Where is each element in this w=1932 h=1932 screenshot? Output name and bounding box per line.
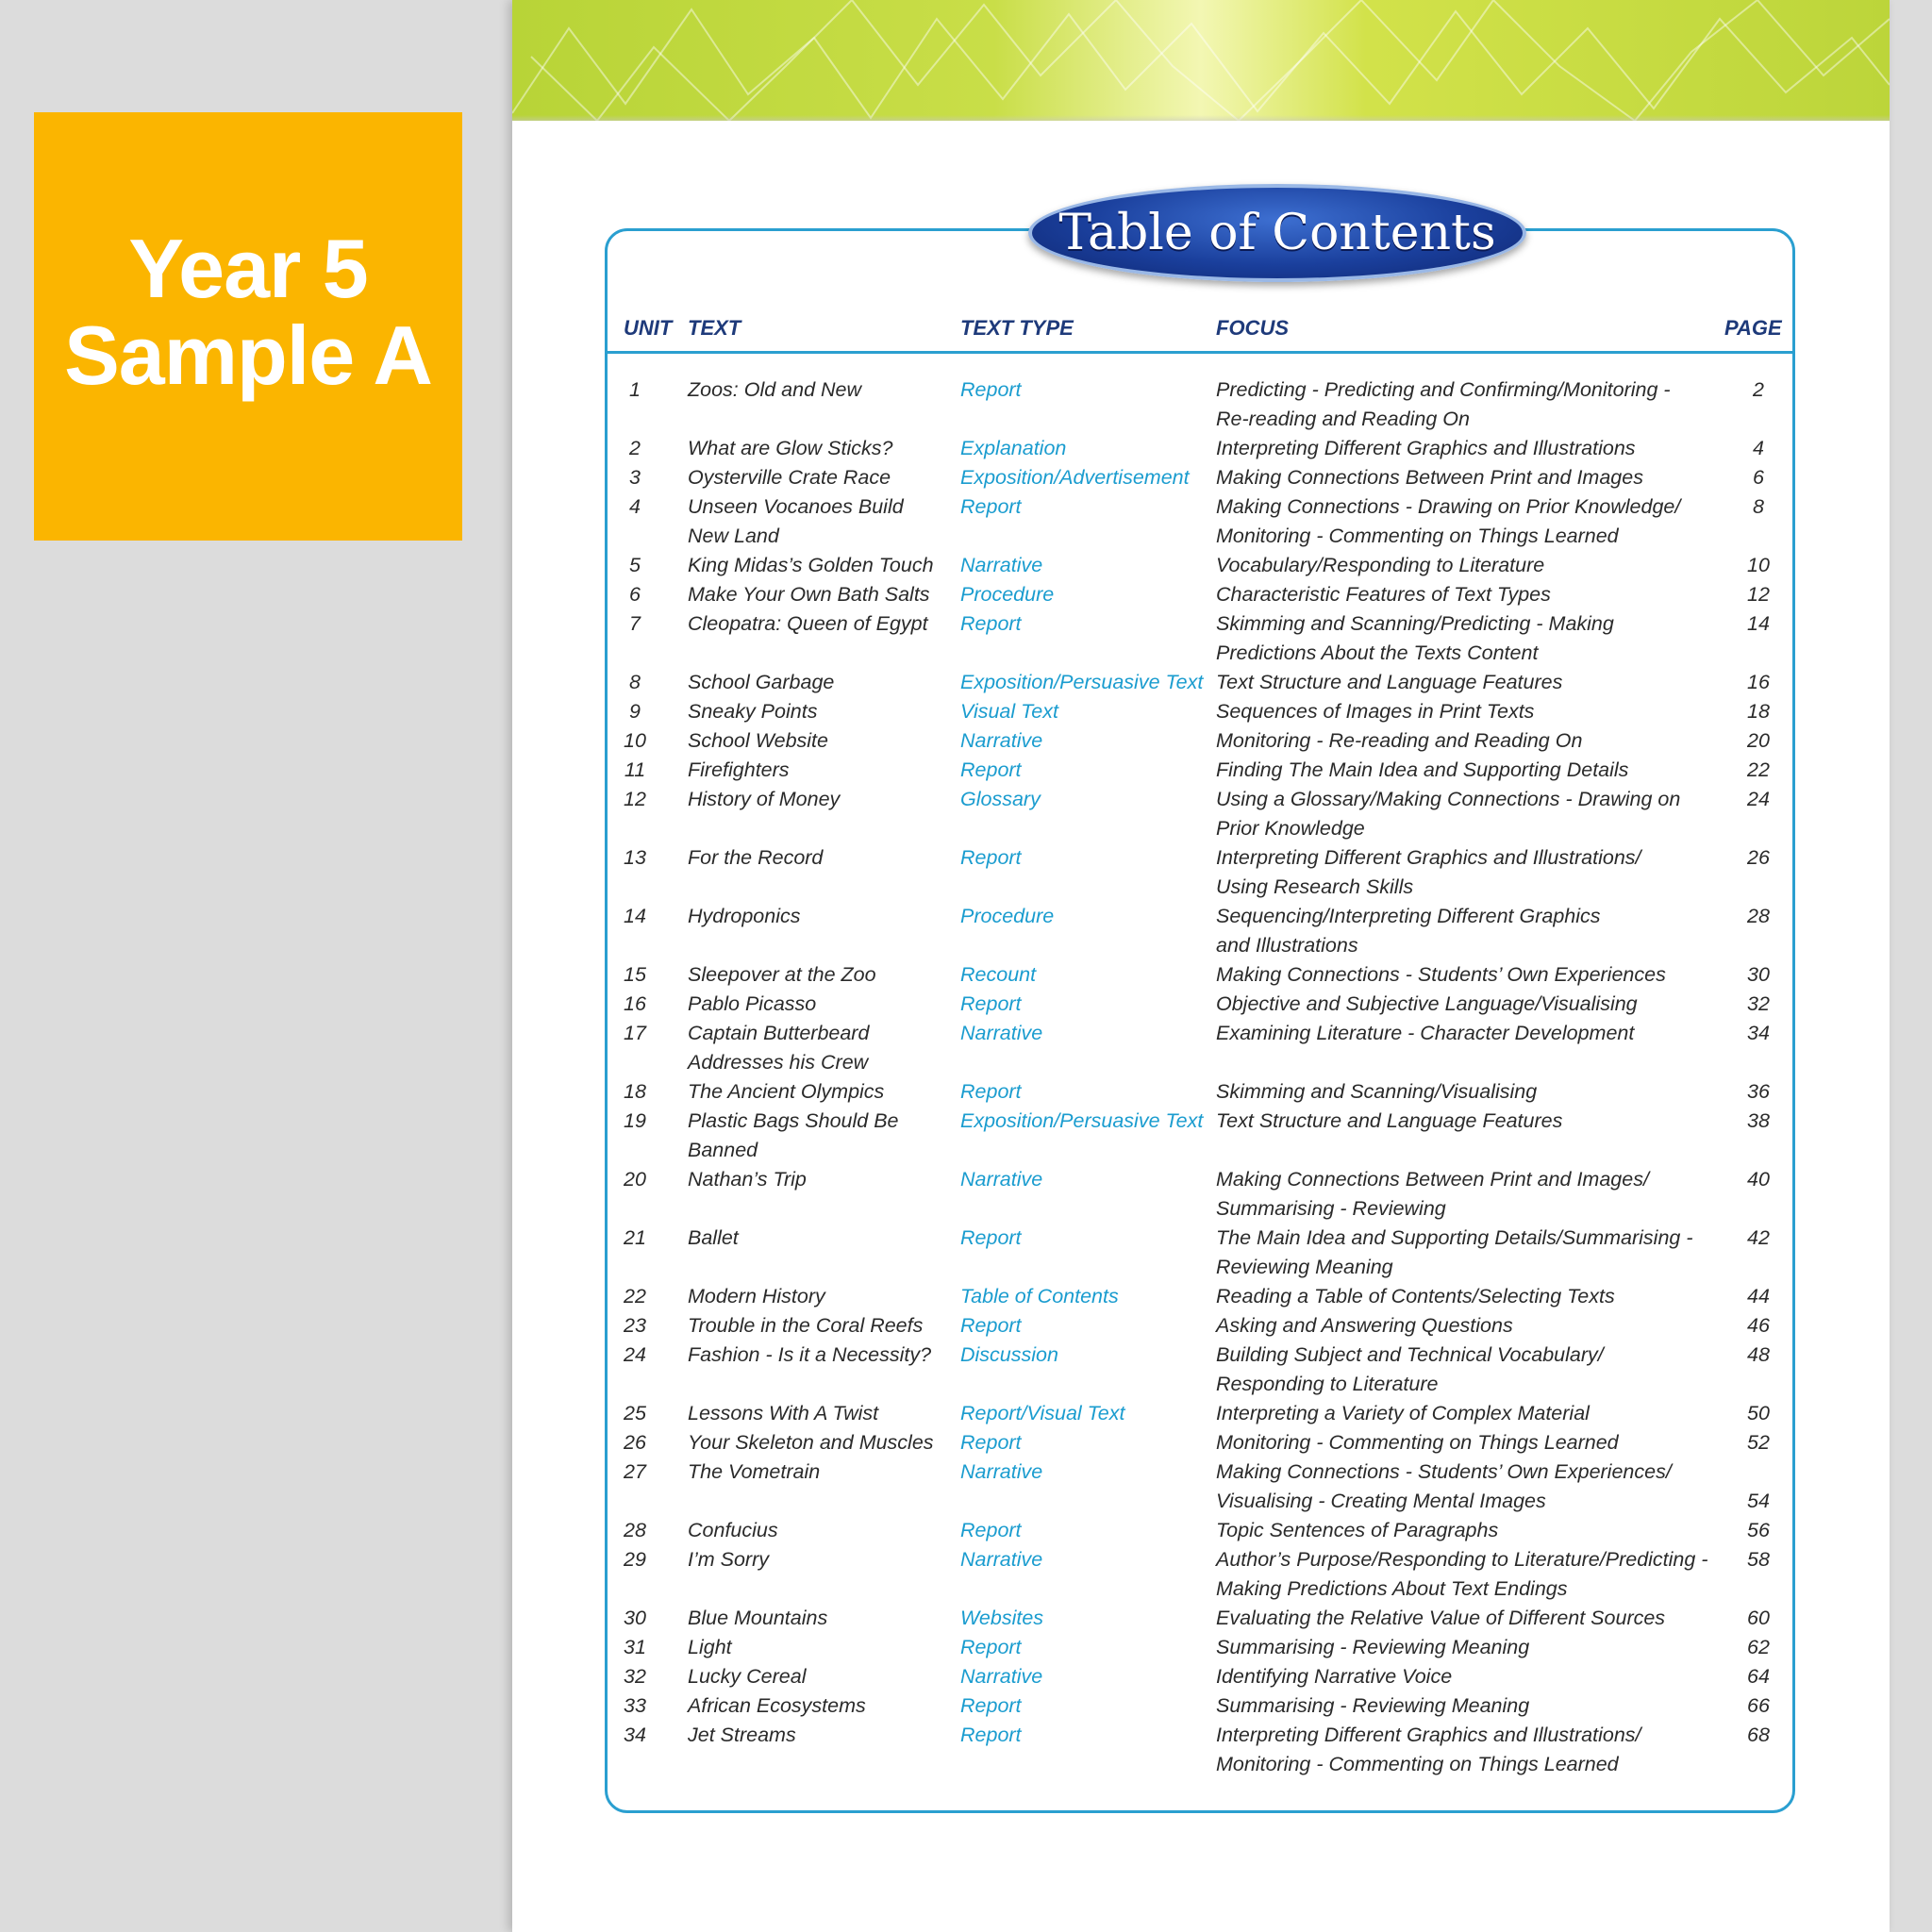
focus-line: Objective and Subjective Language/Visualising — [1216, 992, 1638, 1015]
text-type: Glossary — [960, 788, 1041, 810]
text-type: Report — [960, 378, 1022, 401]
text-title-line: Your Skeleton and Muscles — [688, 1431, 934, 1454]
page-number: 48 — [1747, 1343, 1770, 1366]
unit-number: 8 — [629, 671, 641, 693]
unit-number: 22 — [624, 1285, 646, 1307]
text-title-line: King Midas’s Golden Touch — [688, 554, 934, 576]
page-number: 32 — [1747, 992, 1770, 1015]
text-title — [688, 902, 801, 931]
text-type: Report — [960, 612, 1022, 635]
page-number: 34 — [1747, 1022, 1770, 1044]
text-title — [688, 1428, 934, 1457]
focus — [1216, 960, 1666, 990]
unit-number: 5 — [629, 554, 641, 576]
focus — [1216, 1633, 1529, 1662]
text-title — [688, 1691, 866, 1721]
text-type: Procedure — [960, 583, 1055, 606]
text-type: Report — [960, 758, 1022, 781]
focus-line: Sequences of Images in Print Texts — [1216, 700, 1535, 723]
page-number: 42 — [1747, 1226, 1770, 1249]
focus — [1216, 1019, 1634, 1048]
page-number: 44 — [1747, 1285, 1770, 1307]
focus-line: Summarising - Reviewing — [1216, 1197, 1446, 1220]
text-title — [688, 990, 816, 1019]
text-title-line: Zoos: Old and New — [688, 378, 862, 401]
unit-number: 24 — [624, 1343, 646, 1366]
page-number: 46 — [1747, 1314, 1770, 1337]
text-title — [688, 434, 892, 463]
unit-number: 14 — [624, 905, 646, 927]
focus-line: Prior Knowledge — [1216, 817, 1365, 840]
text-title-line: I’m Sorry — [688, 1548, 769, 1571]
focus-line: Skimming and Scanning/Visualising — [1216, 1080, 1538, 1103]
unit-number: 29 — [624, 1548, 646, 1571]
focus — [1216, 785, 1680, 843]
text-title-line: The Ancient Olympics — [688, 1080, 885, 1103]
text-title — [688, 1311, 923, 1341]
text-title — [688, 960, 876, 990]
text-title-line: Addresses his Crew — [688, 1051, 869, 1074]
text-title — [688, 697, 817, 726]
text-title — [688, 756, 790, 785]
unit-number: 6 — [629, 583, 641, 606]
focus-line: Visualising - Creating Mental Images — [1216, 1490, 1546, 1512]
text-title-line: Oysterville Crate Race — [688, 466, 891, 489]
header-text: TEXT — [688, 316, 741, 340]
focus — [1216, 551, 1544, 580]
text-type: Narrative — [960, 729, 1043, 752]
focus-line: The Main Idea and Supporting Details/Summarising - — [1216, 1226, 1693, 1249]
page-number: 12 — [1747, 583, 1770, 606]
focus — [1216, 1077, 1537, 1107]
text-type: Procedure — [960, 905, 1055, 927]
unit-number: 7 — [629, 612, 641, 635]
page-title: Table of Contents — [1058, 205, 1496, 261]
text-title — [688, 580, 930, 609]
text-title-line: Lucky Cereal — [688, 1665, 807, 1688]
page-number: 68 — [1747, 1724, 1770, 1746]
text-type: Narrative — [960, 1168, 1043, 1191]
unit-number: 34 — [624, 1724, 646, 1746]
focus — [1216, 463, 1643, 492]
text-title — [688, 375, 861, 405]
page-number: 16 — [1747, 671, 1770, 693]
unit-number: 10 — [624, 729, 646, 752]
text-title-line: Lessons With A Twist — [688, 1402, 879, 1424]
page-number: 40 — [1747, 1168, 1770, 1191]
page-number: 22 — [1747, 758, 1770, 781]
text-title — [688, 1399, 878, 1428]
page-number: 66 — [1747, 1694, 1770, 1717]
text-title — [688, 551, 934, 580]
focus-line: Interpreting a Variety of Complex Material — [1216, 1402, 1590, 1424]
text-type: Exposition/Advertisement — [960, 466, 1190, 489]
text-type: Report — [960, 992, 1022, 1015]
text-type: Narrative — [960, 1460, 1043, 1483]
focus-line: Examining Literature - Character Development — [1216, 1022, 1635, 1044]
text-title — [688, 1721, 796, 1750]
page-number: 50 — [1747, 1402, 1770, 1424]
page-number: 38 — [1747, 1109, 1770, 1132]
focus — [1216, 375, 1671, 434]
focus — [1216, 697, 1534, 726]
unit-number: 26 — [624, 1431, 646, 1454]
page-number: 4 — [1753, 437, 1764, 459]
focus — [1216, 1282, 1615, 1311]
focus-line: and Illustrations — [1216, 934, 1358, 957]
focus-line: Re-reading and Reading On — [1216, 408, 1470, 430]
text-type: Narrative — [960, 1665, 1043, 1688]
text-type: Websites — [960, 1607, 1044, 1629]
text-title — [688, 1545, 769, 1574]
page-number: 18 — [1747, 700, 1770, 723]
text-title — [688, 1165, 807, 1194]
focus-line: Predictions About the Texts Content — [1216, 641, 1539, 664]
text-title-line: Banned — [688, 1139, 758, 1161]
unit-number: 2 — [629, 437, 641, 459]
focus-line: Interpreting Different Graphics and Illustrations/ — [1216, 1724, 1641, 1746]
text-title — [688, 1457, 820, 1487]
header-divider — [608, 351, 1792, 354]
text-type: Exposition/Persuasive Text — [960, 671, 1204, 693]
focus — [1216, 1604, 1665, 1633]
focus — [1216, 1311, 1513, 1341]
focus-line: Making Connections Between Print and Images — [1216, 466, 1643, 489]
text-type: Report — [960, 846, 1022, 869]
text-title — [688, 1107, 899, 1165]
unit-number: 33 — [624, 1694, 646, 1717]
text-title-line: Ballet — [688, 1226, 739, 1249]
focus — [1216, 1545, 1707, 1604]
text-title — [688, 1633, 732, 1662]
header-banner — [512, 0, 1890, 121]
focus-line: Identifying Narrative Voice — [1216, 1665, 1453, 1688]
unit-number: 21 — [624, 1226, 646, 1249]
focus — [1216, 1399, 1590, 1428]
focus — [1216, 434, 1636, 463]
focus — [1216, 1721, 1641, 1779]
focus-line: Text Structure and Language Features — [1216, 1109, 1563, 1132]
focus — [1216, 902, 1601, 960]
page-number: 30 — [1747, 963, 1770, 986]
focus-line: Summarising - Reviewing Meaning — [1216, 1694, 1530, 1717]
text-title-line: School Garbage — [688, 671, 835, 693]
badge-line-1: Year 5 — [128, 222, 368, 315]
page-number: 24 — [1747, 788, 1770, 810]
page-number: 64 — [1747, 1665, 1770, 1688]
focus-line: Predicting - Predicting and Confirming/Monitoring - — [1216, 378, 1671, 401]
unit-number: 9 — [629, 700, 641, 723]
text-type: Report — [960, 1080, 1022, 1103]
page-number: 56 — [1747, 1519, 1770, 1541]
page-number: 8 — [1753, 495, 1764, 518]
focus-line: Monitoring - Re-reading and Reading On — [1216, 729, 1583, 752]
focus — [1216, 668, 1562, 697]
focus-line: Characteristic Features of Text Types — [1216, 583, 1551, 606]
text-title — [688, 1604, 827, 1633]
badge-line-2: Sample A — [64, 308, 432, 402]
focus — [1216, 756, 1628, 785]
unit-number: 31 — [624, 1636, 646, 1658]
text-type: Report — [960, 1431, 1022, 1454]
page-number: 62 — [1747, 1636, 1770, 1658]
focus-line: Author’s Purpose/Responding to Literature/Predicting - — [1216, 1548, 1708, 1571]
unit-number: 1 — [629, 378, 641, 401]
unit-number: 12 — [624, 788, 646, 810]
text-title-line: Fashion - Is it a Necessity? — [688, 1343, 932, 1366]
text-title-line: What are Glow Sticks? — [688, 437, 893, 459]
text-title-line: History of Money — [688, 788, 841, 810]
unit-number: 16 — [624, 992, 646, 1015]
text-type: Narrative — [960, 1548, 1043, 1571]
unit-number: 25 — [624, 1402, 646, 1424]
focus-line: Reading a Table of Contents/Selecting Texts — [1216, 1285, 1615, 1307]
focus — [1216, 1691, 1529, 1721]
text-title-line: Hydroponics — [688, 905, 801, 927]
focus — [1216, 1107, 1562, 1136]
focus — [1216, 1224, 1693, 1282]
unit-number: 18 — [624, 1080, 646, 1103]
page-number: 14 — [1747, 612, 1770, 635]
unit-number: 13 — [624, 846, 646, 869]
text-title — [688, 726, 828, 756]
page-number: 20 — [1747, 729, 1770, 752]
focus-line: Text Structure and Language Features — [1216, 671, 1563, 693]
focus-line: Monitoring - Commenting on Things Learned — [1216, 525, 1619, 547]
page-number: 10 — [1747, 554, 1770, 576]
focus — [1216, 1341, 1604, 1399]
text-title-line: Confucius — [688, 1519, 778, 1541]
text-type: Report/Visual Text — [960, 1402, 1125, 1424]
focus-line: Monitoring - Commenting on Things Learned — [1216, 1431, 1619, 1454]
text-type: Report — [960, 1724, 1022, 1746]
focus-line: Making Connections Between Print and Images/ — [1216, 1168, 1649, 1191]
text-title-line: Sleepover at the Zoo — [688, 963, 876, 986]
text-title — [688, 1341, 931, 1370]
text-title-line: Plastic Bags Should Be — [688, 1109, 899, 1132]
page-number: 26 — [1747, 846, 1770, 869]
text-type: Exposition/Persuasive Text — [960, 1109, 1204, 1132]
unit-number: 28 — [624, 1519, 646, 1541]
text-title — [688, 609, 928, 639]
focus-line: Vocabulary/Responding to Literature — [1216, 554, 1545, 576]
text-title-line: Captain Butterbeard — [688, 1022, 870, 1044]
text-type: Report — [960, 1636, 1022, 1658]
text-title-line: New Land — [688, 525, 779, 547]
page-number: 36 — [1747, 1080, 1770, 1103]
focus-line: Making Connections - Students’ Own Experiences — [1216, 963, 1666, 986]
focus-line: Interpreting Different Graphics and Illustrations/ — [1216, 846, 1641, 869]
focus-line: Using Research Skills — [1216, 875, 1414, 898]
text-type: Report — [960, 1314, 1022, 1337]
text-title — [688, 843, 823, 873]
text-title-line: Nathan’s Trip — [688, 1168, 807, 1191]
focus-line: Summarising - Reviewing Meaning — [1216, 1636, 1530, 1658]
focus — [1216, 990, 1638, 1019]
focus — [1216, 492, 1680, 551]
page-number: 54 — [1747, 1490, 1770, 1512]
focus — [1216, 1516, 1498, 1545]
unit-number: 32 — [624, 1665, 646, 1688]
text-title-line: Sneaky Points — [688, 700, 818, 723]
page-number: 6 — [1753, 466, 1764, 489]
text-title — [688, 492, 904, 551]
focus-line: Finding The Main Idea and Supporting Details — [1216, 758, 1629, 781]
header-unit: UNIT — [624, 316, 673, 340]
unit-number: 19 — [624, 1109, 646, 1132]
page-number: 60 — [1747, 1607, 1770, 1629]
unit-number: 30 — [624, 1607, 646, 1629]
text-title — [688, 1282, 825, 1311]
unit-number: 15 — [624, 963, 646, 986]
focus-line: Using a Glossary/Making Connections - Drawing on — [1216, 788, 1681, 810]
text-type: Report — [960, 1519, 1022, 1541]
text-title-line: African Ecosystems — [688, 1694, 866, 1717]
focus — [1216, 1457, 1672, 1516]
page-number: 52 — [1747, 1431, 1770, 1454]
focus — [1216, 1662, 1452, 1691]
page-number: 58 — [1747, 1548, 1770, 1571]
unit-number: 20 — [624, 1168, 646, 1191]
text-title-line: Light — [688, 1636, 732, 1658]
text-title-line: Firefighters — [688, 758, 790, 781]
text-title — [688, 1516, 778, 1545]
focus-line: Reviewing Meaning — [1216, 1256, 1393, 1278]
document-page — [512, 0, 1890, 1932]
text-title-line: Make Your Own Bath Salts — [688, 583, 930, 606]
focus-line: Asking and Answering Questions — [1216, 1314, 1513, 1337]
header-page: PAGE — [1724, 316, 1782, 340]
unit-number: 27 — [624, 1460, 646, 1483]
unit-number: 17 — [624, 1022, 646, 1044]
text-type: Report — [960, 495, 1022, 518]
focus-line: Sequencing/Interpreting Different Graphics — [1216, 905, 1601, 927]
year-badge — [34, 112, 462, 541]
text-type: Table of Contents — [960, 1285, 1119, 1307]
focus-line: Monitoring - Commenting on Things Learned — [1216, 1753, 1619, 1775]
focus — [1216, 843, 1641, 902]
focus-line: Topic Sentences of Paragraphs — [1216, 1519, 1499, 1541]
focus — [1216, 580, 1551, 609]
text-title-line: Trouble in the Coral Reefs — [688, 1314, 924, 1337]
focus-line: Making Connections - Drawing on Prior Knowledge/ — [1216, 495, 1681, 518]
text-type: Report — [960, 1694, 1022, 1717]
text-title — [688, 463, 891, 492]
text-type: Explanation — [960, 437, 1067, 459]
focus — [1216, 726, 1582, 756]
page-number: 2 — [1753, 378, 1764, 401]
focus-line: Making Connections - Students’ Own Experiences/ — [1216, 1460, 1672, 1483]
text-title — [688, 1077, 884, 1107]
text-title-line: For the Record — [688, 846, 824, 869]
text-title — [688, 668, 834, 697]
text-title-line: Unseen Vocanoes Build — [688, 495, 904, 518]
text-title-line: Cleopatra: Queen of Egypt — [688, 612, 928, 635]
text-title-line: Pablo Picasso — [688, 992, 817, 1015]
unit-number: 11 — [624, 758, 646, 781]
text-type: Report — [960, 1226, 1022, 1249]
text-title-line: School Website — [688, 729, 828, 752]
focus — [1216, 1428, 1619, 1457]
focus — [1216, 609, 1614, 668]
focus — [1216, 1165, 1649, 1224]
text-type: Visual Text — [960, 700, 1058, 723]
text-type: Discussion — [960, 1343, 1058, 1366]
header-focus: FOCUS — [1216, 316, 1289, 340]
title-banner — [1028, 184, 1526, 282]
text-type: Narrative — [960, 1022, 1043, 1044]
unit-number: 4 — [629, 495, 641, 518]
text-title-line: The Vometrain — [688, 1460, 821, 1483]
focus-line: Responding to Literature — [1216, 1373, 1439, 1395]
focus-line: Building Subject and Technical Vocabulary/ — [1216, 1343, 1604, 1366]
text-type: Recount — [960, 963, 1037, 986]
text-type: Narrative — [960, 554, 1043, 576]
text-title-line: Modern History — [688, 1285, 825, 1307]
focus-line: Making Predictions About Text Endings — [1216, 1577, 1568, 1600]
text-title — [688, 1224, 739, 1253]
focus-line: Skimming and Scanning/Predicting - Making — [1216, 612, 1614, 635]
text-title-line: Blue Mountains — [688, 1607, 828, 1629]
banner-pattern — [512, 0, 1890, 121]
page-number: 28 — [1747, 905, 1770, 927]
focus-line: Interpreting Different Graphics and Illustrations — [1216, 437, 1636, 459]
text-title — [688, 785, 840, 814]
text-title — [688, 1019, 869, 1077]
focus-line: Evaluating the Relative Value of Different Sources — [1216, 1607, 1666, 1629]
unit-number: 3 — [629, 466, 641, 489]
text-title — [688, 1662, 806, 1691]
unit-number: 23 — [624, 1314, 646, 1337]
text-title-line: Jet Streams — [688, 1724, 796, 1746]
header-text-type: TEXT TYPE — [960, 316, 1074, 340]
